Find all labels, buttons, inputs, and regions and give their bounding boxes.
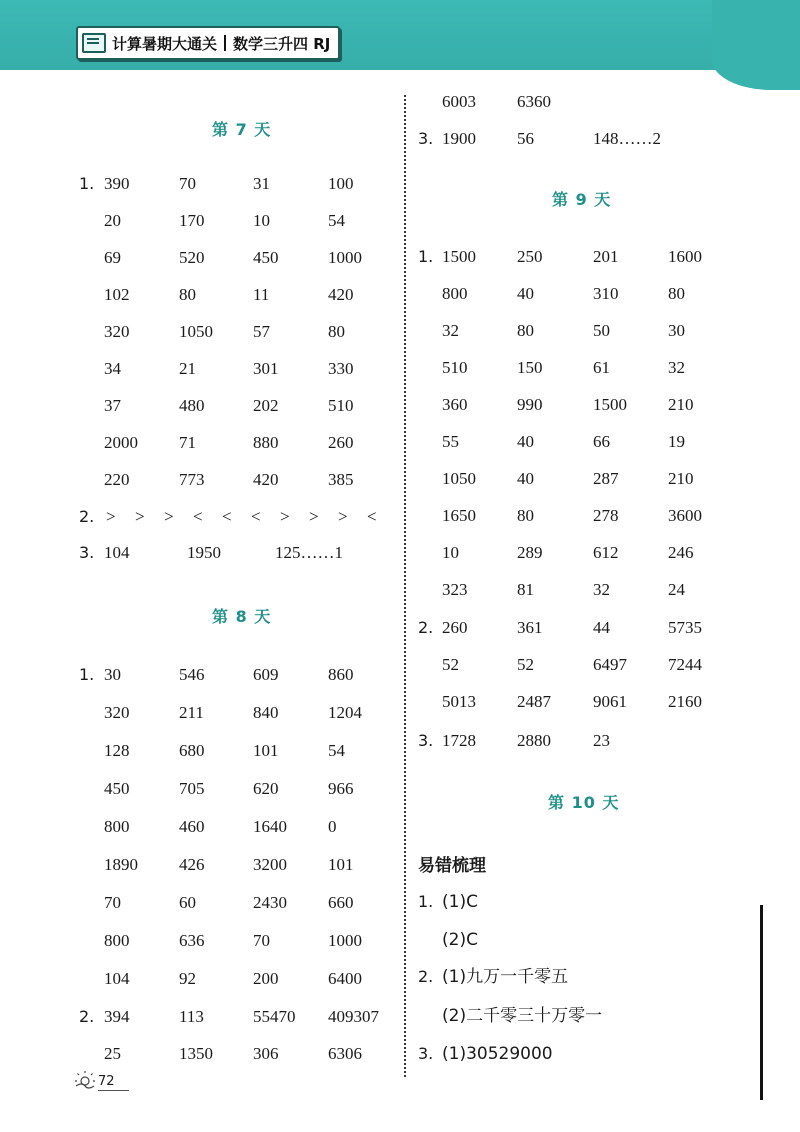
- answer-value: 2487: [517, 692, 551, 711]
- answer-row: [0, 127, 800, 151]
- answer-value: 390: [104, 174, 130, 193]
- answer-value: 1900: [442, 129, 476, 148]
- answer-value: 800: [104, 931, 130, 950]
- question-number: 1.: [79, 665, 95, 684]
- answer-value: 966: [328, 779, 354, 798]
- answer-value: 278: [593, 506, 619, 525]
- answer-value: 450: [104, 779, 130, 798]
- header-separator: [224, 35, 226, 51]
- answer-value: 56: [517, 129, 534, 148]
- answer-value: 80: [179, 285, 196, 304]
- answer-value: 420: [253, 470, 279, 489]
- answer-value: 52: [517, 655, 534, 674]
- answer-row: [0, 928, 800, 952]
- answer-row: [0, 245, 800, 269]
- answer-value: 9061: [593, 692, 627, 711]
- answer-value: 1640: [253, 817, 287, 836]
- answer-row: [0, 853, 800, 877]
- section-title: 易错梳理: [418, 856, 486, 876]
- answer-value: 320: [104, 322, 130, 341]
- answer-value: 200: [253, 969, 279, 988]
- answer-value: 250: [517, 247, 543, 266]
- answer-value: 1204: [328, 703, 362, 722]
- answer-value: 1890: [104, 855, 138, 874]
- day-title: 第 7 天: [212, 120, 272, 139]
- spiral-sun-icon: [74, 1070, 96, 1092]
- answer-value: 260: [442, 618, 468, 637]
- answer-value: >: [106, 507, 116, 526]
- answer-value: 323: [442, 580, 468, 599]
- answer-value: 55: [442, 432, 459, 451]
- answer-value: 289: [517, 543, 543, 562]
- answer-row: [0, 815, 800, 839]
- answer-row: [0, 282, 800, 306]
- answer-value: 520: [179, 248, 205, 267]
- answer-value: <: [251, 507, 261, 526]
- answer-value: 40: [517, 432, 534, 451]
- answer-value: 34: [104, 359, 121, 378]
- answer-value: 1500: [593, 395, 627, 414]
- answer-value: 150: [517, 358, 543, 377]
- answer-value: 32: [668, 358, 685, 377]
- answer-value: 101: [253, 741, 279, 760]
- answer-value: 54: [328, 211, 345, 230]
- answer-value: 57: [253, 322, 270, 341]
- answer-row: [0, 690, 800, 714]
- answer-value: 510: [442, 358, 468, 377]
- answer-value: 125……1: [275, 543, 343, 562]
- answer-value: 24: [668, 580, 685, 599]
- answer-value: 6400: [328, 969, 362, 988]
- answer-value: 246: [668, 543, 694, 562]
- answer-value: 30: [668, 321, 685, 340]
- answer-value: 80: [517, 506, 534, 525]
- answer-value: 71: [179, 433, 196, 452]
- answer-value: 420: [328, 285, 354, 304]
- answer-row: [0, 1042, 800, 1066]
- answer-value: 7244: [668, 655, 702, 674]
- answer-row: [0, 356, 800, 380]
- answer-value: 19: [668, 432, 685, 451]
- answer-value: 52: [442, 655, 459, 674]
- book-title: 计算暑期大通关: [112, 34, 218, 53]
- answer-value: >: [309, 507, 319, 526]
- answer-value: 1350: [179, 1044, 213, 1063]
- answer-value: 23: [593, 731, 610, 750]
- answer-value: (2)二千零三十万零一: [442, 1006, 603, 1026]
- answer-value: 609: [253, 665, 279, 684]
- answer-value: 385: [328, 470, 354, 489]
- answer-value: 104: [104, 969, 130, 988]
- answer-value: 37: [104, 396, 121, 415]
- answer-value: 2000: [104, 433, 138, 452]
- answer-value: 113: [179, 1007, 204, 1026]
- answer-value: 148……2: [593, 129, 661, 148]
- answer-value: 480: [179, 396, 205, 415]
- answer-value: 10: [442, 543, 459, 562]
- question-number: 3.: [418, 731, 434, 750]
- answer-value: 1500: [442, 247, 476, 266]
- answer-value: 1050: [442, 469, 476, 488]
- question-number: 2.: [418, 967, 434, 986]
- question-number: 1.: [418, 247, 434, 266]
- answer-row: [0, 616, 800, 640]
- answer-value: 211: [179, 703, 204, 722]
- answer-value: 546: [179, 665, 205, 684]
- answer-value: 360: [442, 395, 468, 414]
- answer-value: 210: [668, 469, 694, 488]
- answer-value: 100: [328, 174, 354, 193]
- answer-value: (1)C: [442, 892, 478, 912]
- answer-value: 6306: [328, 1044, 362, 1063]
- answer-value: 301: [253, 359, 279, 378]
- answer-value: 1728: [442, 731, 476, 750]
- answer-row: [0, 729, 800, 753]
- answer-value: 840: [253, 703, 279, 722]
- answer-value: 80: [328, 322, 345, 341]
- question-number: 3.: [418, 129, 434, 148]
- answer-value: (1)九万一千零五: [442, 967, 569, 987]
- answer-row: [0, 541, 800, 565]
- day-title: 第 9 天: [552, 190, 612, 209]
- answer-value: 32: [442, 321, 459, 340]
- answer-value: 11: [253, 285, 270, 304]
- answer-row: [0, 578, 800, 602]
- answer-value: 60: [179, 893, 196, 912]
- answer-value: 201: [593, 247, 619, 266]
- answer-value: 636: [179, 931, 205, 950]
- question-number: 2.: [418, 618, 434, 637]
- question-number: 1.: [418, 892, 434, 911]
- answer-value: 426: [179, 855, 205, 874]
- answer-row: [0, 467, 800, 491]
- answer-value: 21: [179, 359, 196, 378]
- answer-value: 394: [104, 1007, 130, 1026]
- question-number: 1.: [79, 174, 95, 193]
- answer-value: 80: [668, 284, 685, 303]
- answer-value: 773: [179, 470, 205, 489]
- book-subject: 数学三升四 RJ: [233, 34, 331, 53]
- answer-value: 81: [517, 580, 534, 599]
- answer-value: 128: [104, 741, 130, 760]
- answer-value: 101: [328, 855, 354, 874]
- answer-value: 1050: [179, 322, 213, 341]
- answer-value: 800: [442, 284, 468, 303]
- question-number: 2.: [79, 1007, 95, 1026]
- answer-value: 3600: [668, 506, 702, 525]
- answer-value: 680: [179, 741, 205, 760]
- answer-value: 104: [104, 543, 130, 562]
- answer-value: 170: [179, 211, 205, 230]
- book-header: [76, 26, 340, 60]
- answer-value: 310: [593, 284, 619, 303]
- answer-value: 70: [179, 174, 196, 193]
- answer-value: <: [222, 507, 232, 526]
- answer-value: 860: [328, 665, 354, 684]
- answer-value: 287: [593, 469, 619, 488]
- answer-value: 3200: [253, 855, 287, 874]
- answer-value: (1)30529000: [442, 1044, 553, 1064]
- answer-value: >: [338, 507, 348, 526]
- answer-value: 220: [104, 470, 130, 489]
- answer-value: 510: [328, 396, 354, 415]
- answer-value: 61: [593, 358, 610, 377]
- answer-row: [0, 319, 800, 343]
- question-number: 3.: [418, 1044, 434, 1063]
- answer-value: 80: [517, 321, 534, 340]
- answer-value: 20: [104, 211, 121, 230]
- answer-value: 361: [517, 618, 543, 637]
- answer-value: >: [280, 507, 290, 526]
- day-title: 第 8 天: [212, 607, 272, 626]
- answer-value: 2430: [253, 893, 287, 912]
- answer-value: 320: [104, 703, 130, 722]
- answer-row: [0, 504, 800, 528]
- answer-value: 102: [104, 285, 130, 304]
- answer-value: 460: [179, 817, 205, 836]
- answer-value: 5735: [668, 618, 702, 637]
- page-number: 72: [98, 1074, 129, 1091]
- answer-row: [0, 172, 800, 196]
- answer-value: 5013: [442, 692, 476, 711]
- answer-value: 1650: [442, 506, 476, 525]
- answer-value: 70: [104, 893, 121, 912]
- question-number: 2.: [79, 507, 95, 526]
- answer-value: 6003: [442, 92, 476, 111]
- answer-value: 6497: [593, 655, 627, 674]
- answer-value: 30: [104, 665, 121, 684]
- answer-value: 54: [328, 741, 345, 760]
- answer-value: 55470: [253, 1007, 296, 1026]
- answer-value: 880: [253, 433, 279, 452]
- answer-row: [0, 393, 800, 417]
- answer-value: >: [164, 507, 174, 526]
- answer-value: 32: [593, 580, 610, 599]
- answer-value: <: [367, 507, 377, 526]
- answer-value: (2)C: [442, 930, 478, 950]
- answer-value: 50: [593, 321, 610, 340]
- question-number: 3.: [79, 543, 95, 562]
- answer-value: 409307: [328, 1007, 379, 1026]
- answer-value: <: [193, 507, 203, 526]
- answer-value: 1000: [328, 931, 362, 950]
- answer-value: 1950: [187, 543, 221, 562]
- answer-value: 1600: [668, 247, 702, 266]
- answer-value: 25: [104, 1044, 121, 1063]
- answer-value: 70: [253, 931, 270, 950]
- book-icon: [82, 33, 106, 53]
- answer-value: 450: [253, 248, 279, 267]
- answer-row: [0, 1004, 800, 1028]
- answer-value: 1000: [328, 248, 362, 267]
- answer-value: 306: [253, 1044, 279, 1063]
- answer-value: 92: [179, 969, 196, 988]
- answer-value: 330: [328, 359, 354, 378]
- answer-value: 990: [517, 395, 543, 414]
- answer-value: 260: [328, 433, 354, 452]
- answer-value: 10: [253, 211, 270, 230]
- answer-value: 40: [517, 469, 534, 488]
- answer-value: 800: [104, 817, 130, 836]
- answer-row: [0, 430, 800, 454]
- answer-row: [0, 965, 800, 989]
- answer-value: 620: [253, 779, 279, 798]
- day-title: 第 10 天: [548, 793, 620, 812]
- answer-value: 44: [593, 618, 610, 637]
- answer-value: 660: [328, 893, 354, 912]
- answer-value: 202: [253, 396, 279, 415]
- answer-value: 612: [593, 543, 619, 562]
- answer-value: 6360: [517, 92, 551, 111]
- answer-row: [0, 653, 800, 677]
- answer-value: >: [135, 507, 145, 526]
- answer-row: [0, 777, 800, 801]
- answer-value: 210: [668, 395, 694, 414]
- answer-row: [0, 890, 800, 914]
- answer-row: [0, 209, 800, 233]
- top-banner-fold: [712, 0, 800, 90]
- answer-value: 66: [593, 432, 610, 451]
- answer-value: 2160: [668, 692, 702, 711]
- answer-row: [0, 90, 800, 114]
- answer-value: 69: [104, 248, 121, 267]
- answer-value: 2880: [517, 731, 551, 750]
- answer-value: 40: [517, 284, 534, 303]
- answer-value: 0: [328, 817, 337, 836]
- answer-value: 705: [179, 779, 205, 798]
- answer-value: 31: [253, 174, 270, 193]
